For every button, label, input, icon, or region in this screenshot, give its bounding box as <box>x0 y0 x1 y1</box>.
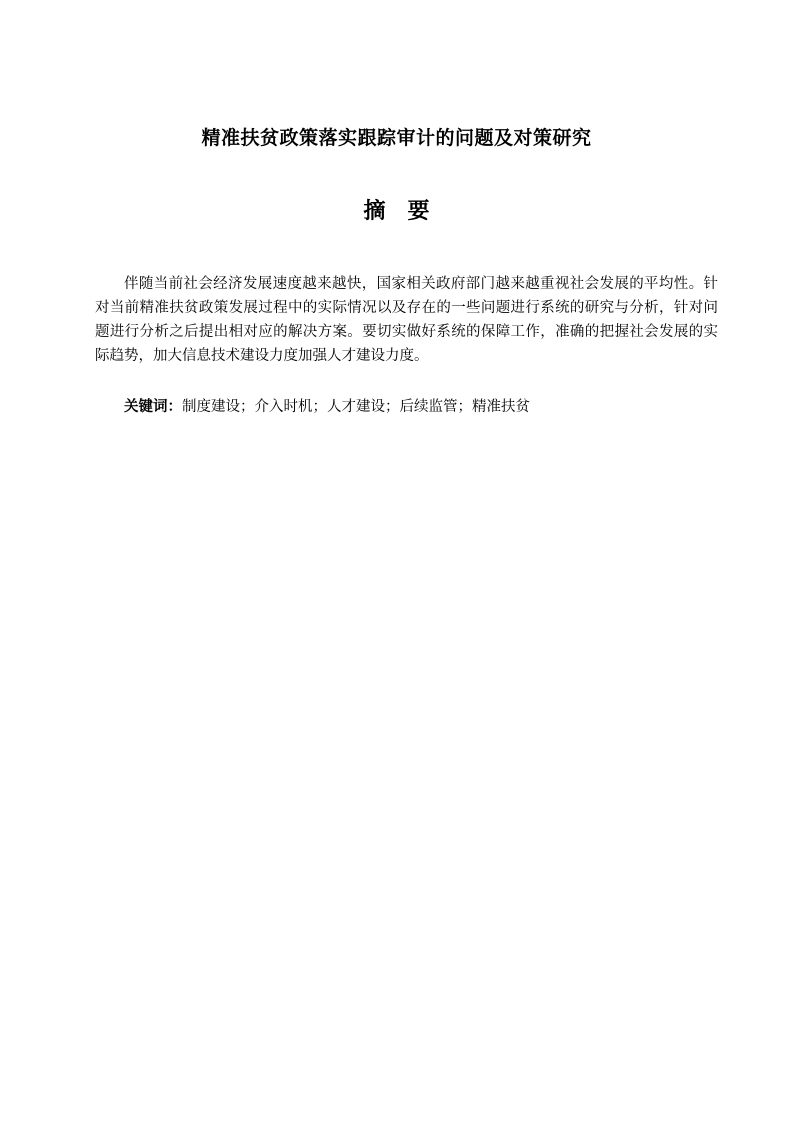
keywords-value: 制度建设；介入时机；人才建设；后续监管；精准扶贫 <box>182 399 530 415</box>
keywords-line <box>95 395 718 419</box>
document-title: 精准扶贫政策落实跟踪审计的问题及对策研究 <box>201 127 592 149</box>
abstract-heading: 摘要 <box>363 198 452 224</box>
abstract-paragraph: 伴随当前社会经济发展速度越来越快，国家相关政府部门越来越重视社会发展的平均性。针对当前精准扶贫政策发展过程中的实际情况以及存在的一些问题进行系统的研究与分析，针对问题进行分析之后提出相对应的解决方案。要切实做好系统的保障工作，准确的把握社会发展的实际趋势，加大信息技术建设力度加强人才建设力度。 <box>95 276 718 364</box>
keywords-label: 关键词： <box>124 398 182 415</box>
